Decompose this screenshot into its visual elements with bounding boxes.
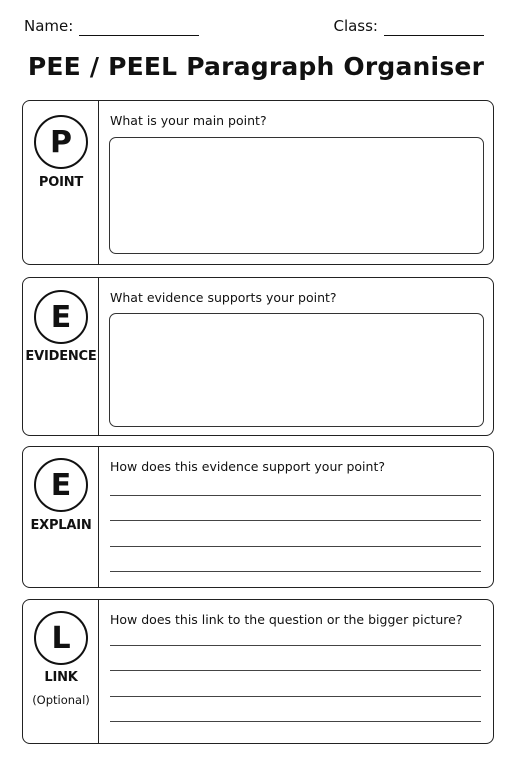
name-field	[24, 16, 199, 36]
explain-writing-line[interactable]	[110, 571, 481, 572]
section-evidence	[22, 277, 494, 436]
section-link-label: LINK	[44, 670, 78, 685]
section-link-prompt: How does this link to the question or the bigger picture?	[110, 612, 463, 627]
point-letter-icon: P	[34, 115, 88, 169]
link-writing-line[interactable]	[110, 696, 481, 697]
explain-writing-line[interactable]	[110, 546, 481, 547]
section-point-label-column	[23, 101, 99, 264]
link-letter-icon: L	[34, 611, 88, 665]
class-blank[interactable]	[384, 18, 484, 36]
section-evidence-prompt: What evidence supports your point?	[110, 290, 337, 305]
evidence-letter-icon: E	[34, 290, 88, 344]
section-point-label: POINT	[38, 175, 84, 190]
explain-writing-line[interactable]	[110, 495, 481, 496]
section-link	[22, 599, 494, 744]
section-evidence-label: EVIDENCE	[25, 349, 97, 364]
link-writing-line[interactable]	[110, 721, 481, 722]
section-evidence-label-column	[23, 278, 99, 435]
explain-letter-icon: E	[34, 458, 88, 512]
section-explain-prompt: How does this evidence support your point?	[110, 459, 385, 474]
class-field	[333, 16, 484, 36]
header-row	[24, 16, 484, 38]
explain-writing-line[interactable]	[110, 520, 481, 521]
link-writing-line[interactable]	[110, 670, 481, 671]
section-explain-label-column	[23, 447, 99, 587]
link-writing-line[interactable]	[110, 645, 481, 646]
point-answer-box[interactable]	[109, 137, 484, 254]
section-point-prompt: What is your main point?	[110, 113, 267, 128]
name-label: Name:	[24, 17, 74, 35]
evidence-answer-box[interactable]	[109, 313, 484, 427]
section-explain	[22, 446, 494, 588]
section-explain-label: EXPLAIN	[30, 518, 92, 533]
section-link-optional-note: (Optional)	[32, 693, 90, 707]
page-title: PEE / PEEL Paragraph Organiser	[27, 52, 485, 81]
name-blank[interactable]	[79, 18, 199, 36]
section-point	[22, 100, 494, 265]
class-label: Class:	[333, 17, 378, 35]
section-link-label-column	[23, 600, 99, 743]
